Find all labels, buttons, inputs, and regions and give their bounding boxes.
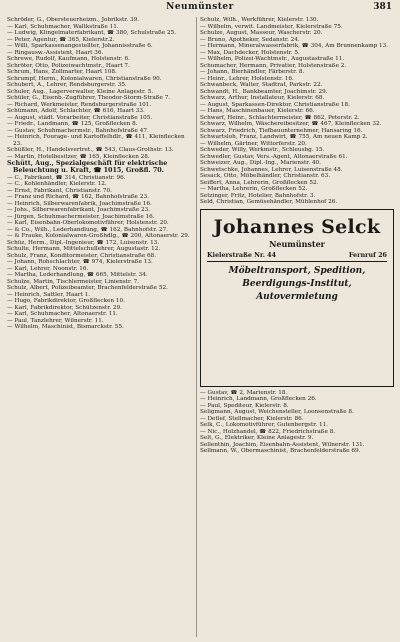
directory-entry: — Martha, Lederhandlung, ☎ 665, Mittelstr. 34.	[7, 272, 148, 279]
directory-entry: Schulz, Albert, Polizeibeamter, Brachenfelderstraße 52.	[7, 285, 168, 292]
directory-entry: — & Frauke, Kolonialwaren-Großhdlg., ☎ 200, Altonaerstr. 29.	[7, 233, 190, 240]
directory-entry: — Wilhelm, Polizei-Wachtmstr., Augustastraße 11.	[200, 56, 345, 62]
directory-entry: Sellmann, W., Obermaschinist, Brachenfelderstraße 69.	[200, 448, 361, 454]
directory-entry: Sesack, Otto, Möbelhändler, Christianstr. 63.	[200, 173, 331, 179]
directory-entry: Schüler, G., Eisenb.-Zugführer, Theodor-Storm-Straße 7.	[7, 95, 171, 101]
directory-entry: — Karl, Schuhmacher, Altonaerstr. 11.	[7, 311, 118, 318]
directory-entry: Seld, Christian, Gemüsehändler, Mühlenhof 26.	[200, 199, 338, 205]
directory-entry: Schuler, Aug., Lagerverwalter, Kleine Anlagestr. 5.	[7, 88, 154, 95]
directory-entry: — & Co., Wilh., Lederhandlung, ☎ 162, Bahnhofstr. 27.	[7, 226, 168, 233]
directory-entry: — Heinrich, Landmann, Großflecken 26.	[200, 396, 317, 402]
directory-entry: — Martin, Hotelbesitzer, ☎ 165, Kleinflecken 28.	[7, 153, 150, 160]
directory-entry: Schwartsloh, Franz, Landwirt, ☎ 755, Am neuen Kamp 2.	[200, 134, 368, 140]
directory-entry: Schwanbeck, Walter, Stadtrat, Parkstr. 22.	[200, 82, 323, 88]
directory-entry: — Martha, Lehrerin, Großflecken 52.	[200, 186, 308, 192]
directory-entry: Setzinger, Fritz, Hotelier, Bahnhofstr. 3.	[200, 192, 316, 199]
directory-entry: — Nic., Holzhandel, ☎ 822, Friedrichstraße 8.	[200, 428, 336, 435]
directory-entry: — Hugo, Fabrikdirektor, Großflecken 10.	[7, 298, 125, 305]
directory-entry: — August, städt. Vorarbeiter, Christianstraße 105.	[7, 114, 153, 121]
directory-entry: — Gustav, Schuhmachermstr., Bahnhofstraße 47.	[7, 127, 149, 134]
directory-entry: — Friedr., Landmann, ☎ 125, Großflecken 8.	[7, 121, 138, 127]
directory-entry: — Heinr., Lehrer, Holstenstr. 16.	[200, 75, 294, 82]
directory-entry: — Richard, Werkmeister, Rendsburgerstraße 101.	[7, 101, 152, 108]
directory-entry: — Heinrich, Fourage- und Kartoffelhdlr., ☎ 411, Kleinflecken 23.	[7, 134, 185, 147]
ad-contact-line	[207, 252, 387, 263]
column-divider	[196, 17, 197, 637]
directory-entry: Schubert, A., Lehrer, Rendsburgerstr. 35.	[7, 82, 127, 88]
directory-entry: — Wilhelm, Gärtner, Wittorferstr. 20.	[200, 140, 307, 147]
page-title: Neumünster	[166, 2, 234, 12]
directory-entry: Schrumpf, Herm., Kolonialwaren, Christianstraße 90.	[7, 75, 162, 82]
directory-entry: Selk, C., Lokomotivführer, Gutenbergstr. 11.	[200, 422, 328, 428]
page-header	[8, 2, 392, 16]
directory-entry: Schüz, Herm., Dipl.-Ingenieur, ☎ 172, Luisenstr. 13.	[7, 239, 160, 246]
directory-entry: — Wilhelm, Maschinist, Bismarckstr. 55.	[7, 324, 124, 331]
directory-entry: Schwedler, Gustav, Vers.-Agent, Altonaerstraße 61.	[200, 153, 348, 160]
directory-entry: Seiffert, Anna, Lehrerin, Großflecken 52.	[200, 179, 319, 186]
directory-entry: Schwetschke, Johannes, Lehrer, Luisenstraße 48.	[200, 166, 343, 173]
directory-entry: Schwandt, H., Bankbeamter, Joachimstr. 29.	[200, 88, 328, 95]
directory-entry: Schumacher, Hermann, Privatier, Holstenstraße 2.	[200, 62, 347, 69]
directory-entry: — Detlef, Stellmacher, Kielerstr. 86.	[200, 415, 304, 422]
directory-entry: — Wilhelm, verwit. Landmeister, Kielerstraße 75.	[200, 23, 343, 30]
directory-entry: — C., Fabrikant, ☎ 314, Christianstr. 96.	[7, 174, 126, 181]
directory-entry: — Bruno, Apotheker, Sedanstr. 24.	[200, 36, 300, 43]
directory-entry: — Ludwig, Klingelmaterfabrikant, ☎ 380, Schulstraße 25.	[7, 30, 177, 36]
directory-entry: — Hermann, Mineralwasserfabrik, ☎ 304, Am Brunnenkamp 13.	[200, 43, 389, 49]
ad-service-3: Autovermietung	[256, 292, 338, 302]
directory-entry: — Willi, Sparkassenangestellter, Johannisstraße 6.	[7, 43, 153, 49]
directory-entry: Schulze, August, Masseur, Wascherstr. 20.	[200, 30, 323, 36]
ad-phone: Fernruf 26	[348, 250, 387, 259]
right-column-top-entries	[200, 17, 394, 206]
directory-entry: Schulte, Hermann, Mittelschullehrer, Augustastr. 12.	[7, 246, 161, 253]
directory-entry: Seligmann, August, Weichensteller, Loonsenstraße 8.	[200, 409, 354, 415]
directory-entry: Schrum, Hans, Zollmarter, Haart 108.	[7, 69, 117, 75]
directory-entry: Schwarz, Arthur, Installateur, Kielerstr. 68.	[200, 95, 325, 101]
page-number: 381	[373, 2, 392, 12]
directory-entry: — Heinrich, Sattler, Haart 1.	[7, 291, 91, 298]
directory-entry: Schulze, Martin, Tischlermeister, Linienstr. 7.	[7, 278, 140, 285]
directory-entry: Schwarz, Wilhelm, Wäschereibesitzer, ☎ 467, Kleinflecken 32.	[200, 121, 382, 127]
directory-entry: Schwarf, Heinr., Schlachtermeister, ☎ 862, Peterstr. 2.	[200, 114, 360, 121]
directory-entry: — Franz und Richard, ☎ 162, Bahnhofstraße 23.	[7, 194, 149, 201]
directory-entry: Schweder, Willy, Werkmstr., Schleusbg. 15.	[200, 147, 325, 153]
right-column	[200, 17, 394, 639]
directory-entry: Schrewe, Rudolf, Kaufmann, Holstenstr. 6.	[7, 56, 130, 62]
directory-entry: Schütt, Aug., Spezialgeschäft für elektrische Beleuchtung u. Kraft, ☎ 1015, Großfl. 70.	[7, 159, 168, 175]
directory-entry: — Johs., Silberwarenfabrikant, Joachimstraße 23.	[7, 207, 151, 214]
right-column-bottom-entries	[200, 390, 394, 455]
directory-entry: — Karl, Eisenbahn-Oberlokomotivführer, Holstenstr. 20.	[7, 220, 169, 227]
directory-entry: Schulz, Franz, Konditormeister, Christianstraße 68.	[7, 252, 157, 259]
directory-entry: — Johann, Bierhändler, Färberstr. 8.	[200, 69, 305, 75]
directory-entry: — Gustav, ☎ 2, Marienstr. 18.	[200, 389, 288, 396]
directory-entry: — Peter, Agentur, ☎ 365, Kielerstr.2.	[7, 36, 115, 43]
directory-entry: Schüßler, H., Handelsvertret., ☎ 543, Claus-Grothstr. 13.	[7, 147, 174, 153]
directory-entry: Schröder, G., Obersteuerheizm., Jobrikstr. 39.	[7, 17, 140, 23]
directory-entry: — C., Kohlenhändler, Kielerstr. 12.	[7, 181, 107, 188]
advertisement-box	[200, 209, 394, 387]
directory-entry: — Heinrich, Silberwarenfabrik, Joachimstraße 16.	[7, 200, 152, 207]
ad-city: Neumünster	[269, 238, 325, 249]
directory-entry: Schweizer, Aug., Dipl.-Ing., Marienstr. 40.	[200, 160, 321, 166]
directory-entry: Schulz, Wilh., Werkführer, Kielerstr. 130.	[200, 17, 319, 23]
directory-entry: — Ringausw.-Assistent, Haart 36.	[7, 49, 104, 56]
directory-entry: — August, Sparkassen-Direktor, Christianstraße 18.	[200, 101, 350, 108]
directory-entry: — Hans, Maschinenbauer, Kielerstr. 66.	[200, 108, 315, 114]
directory-entry: — Paul, Spediteur, Kielerstr. 8.	[200, 402, 289, 409]
directory-entry: Schümann, Adolf, Schlachter, ☎ 616, Haart 33.	[7, 108, 145, 114]
ad-address: Kielerstraße Nr. 44	[207, 250, 277, 259]
left-column	[7, 17, 193, 639]
directory-entry: — Karl, Fabrikdirektor, Schützenstr. 29.	[7, 304, 122, 311]
directory-entry: Selt, G., Elektriker, Kleine Anlagestr. 9.	[200, 435, 314, 441]
ad-service-1: Möbeltransport, Spedition,	[228, 266, 366, 276]
ad-company-name: Johannes Selck	[213, 215, 381, 238]
directory-entry: — Jürgen, Schuhmachermeister, Joachimstraße 16.	[7, 213, 155, 220]
directory-entry: — Ernst, Fabrikant, Christianstr. 70.	[7, 187, 112, 194]
directory-entry: — Karl, Lehrer, Noonstr. 16.	[7, 265, 89, 272]
directory-entry: — Johann, Rohschlachter, ☎ 974, Kielerstraße 13.	[7, 259, 153, 266]
directory-entry: — Karl, Schuhmacher, Waltkstraße 11.	[7, 23, 119, 30]
directory-entry: — Paul, Tanzlehrer, Wilnerstr. 11.	[7, 317, 104, 324]
directory-entry: Sellenthin, Joachim, Eisenbahn-Assistent, Wilnerstr. 131.	[200, 441, 365, 448]
ad-service-2: Beerdigungs-Institut,	[242, 279, 352, 289]
directory-entry: Schwarz, Friedrich, Tiefbauunternehmer, Hansaring 16.	[200, 127, 363, 134]
directory-entry: — Max, Dachdecker, Holstenstr. 5.	[200, 49, 300, 56]
directory-entry: Schröter, Otto, Polizeiwachtmstr., Haart 7.	[7, 62, 130, 69]
